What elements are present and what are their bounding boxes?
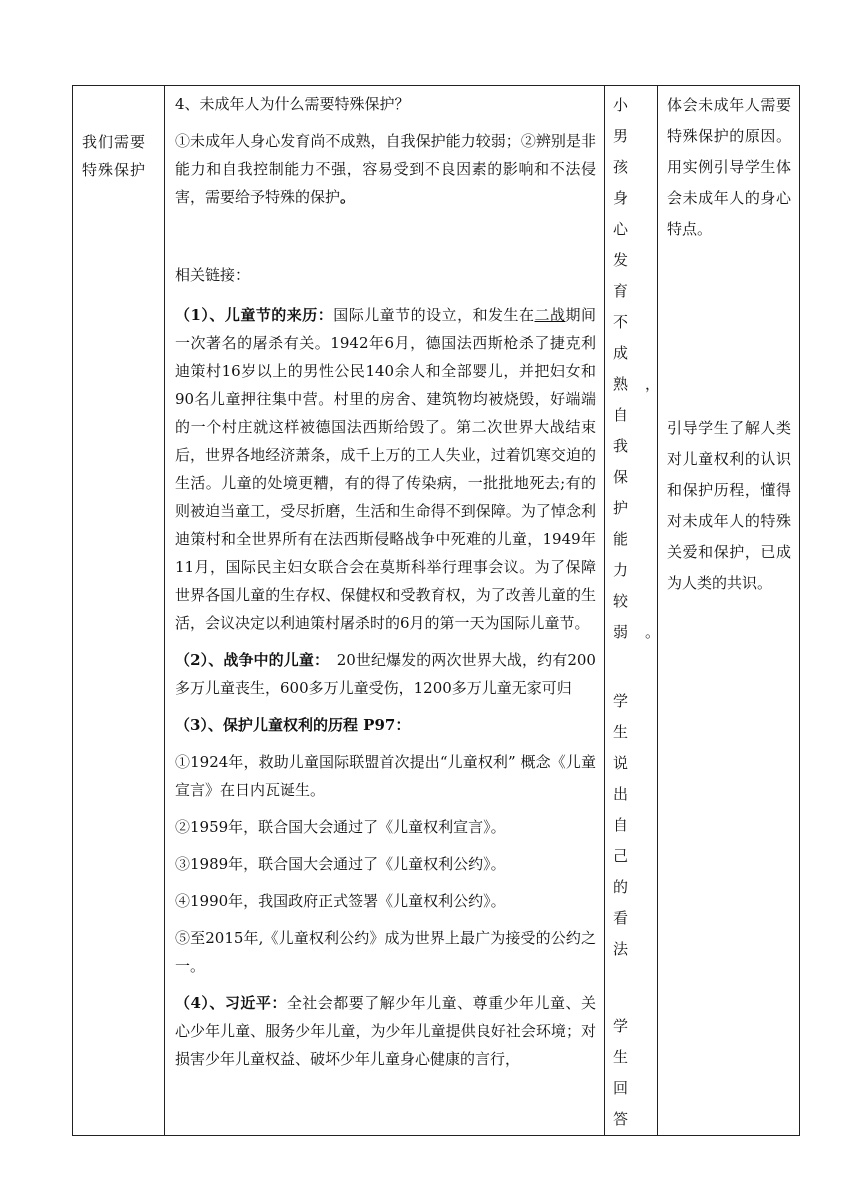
list-item: ④1990年，我国政府正式签署《儿童权利公约》。 [175, 892, 506, 910]
activity-line: 较 [613, 592, 646, 610]
activity-line: 育不 [613, 282, 646, 331]
section-childrens-day [175, 301, 596, 637]
answer-text: ①未成年人身心发育尚不成熟，自我保护能力较弱；②辨别是非能力和自我控制能力不强，容易受到不良因素的影响和不法侵害，需要给予特殊的保护 [175, 132, 596, 206]
activity-line: 回答 [613, 1079, 646, 1128]
content-cell [165, 86, 605, 1136]
question-4: 4、未成年人为什么需要特殊保护？ [175, 95, 410, 113]
design-note-1: 体会未成年人需要特殊保护的原因。用实例引导学生体会未成年人的身心特点。 [667, 96, 791, 238]
section-text: 期间一次著名的屠杀有关。1942年6月，德国法西斯枪杀了捷克利迪策村16岁以上的男性公民140余人和全部婴儿，并把妇女和90名儿童押往集中营。村里的房舍、建筑物均被烧毁，好端端的一个村庄就这样被德国法西斯给毁了。第二次世界大战结束后，世界各地经济萧条，成千上万的工人失业，过着饥寒交迫的生活。儿童的处境更糟，有的得了传染病，一批批地死去;有的则被迫当童工，受尽折磨，生活和生命得不到保障。为了悼念利迪策村和全世界所有在法西斯侵略战争中死难的儿童，1949年11月，国际民主妇女联合会在莫斯科举行理事会议。为了保障世界各国儿童的生存权、保健权和受教育权，为了改善儿童的生活，会议决定以利迪策村屠杀时的6月的第一天为国际儿童节。 [175, 306, 596, 632]
activity-group-b [613, 686, 651, 965]
activity-line: 成 [613, 344, 646, 362]
activity-line: 法 [613, 940, 646, 958]
activity-line: 小男 [613, 96, 646, 145]
table-row [73, 86, 800, 1136]
activity-line: 的看 [613, 878, 646, 927]
section-title: （4）、习近平： [175, 994, 287, 1012]
activity-line: 弱。 [613, 623, 678, 641]
topic-heading-line2: 特殊保护 [82, 161, 147, 179]
activity-line: 自己 [613, 816, 646, 865]
section-text: 国际儿童节的设立，和发生在 [333, 306, 535, 324]
answer-end: 。 [340, 188, 356, 206]
section-text: 20世纪爆发的两次世界大战，约有200多万儿童丧生，600多万儿童受伤，1200多万儿童无家可归 [175, 651, 596, 697]
activity-line: 学生 [613, 692, 646, 741]
section-text: 全社会都要了解少年儿童、尊重少年儿童、关心少年儿童、服务少年儿童，为少年儿童提供良好社会环境；对损害少年儿童权益、破坏少年儿童身心健康的言行， [175, 994, 596, 1068]
underlined-text: 二战 [534, 306, 566, 324]
list-item: ③1989年，联合国大会通过了《儿童权利公约》。 [175, 855, 506, 873]
list-item: ①1924年，救助儿童国际联盟首次提出“儿童权利” 概念《儿童宣言》在日内瓦诞生。 [175, 753, 596, 799]
activity-line: 熟， [613, 375, 678, 393]
student-activity-cell [605, 86, 678, 1136]
activity-line: 自我 [613, 406, 646, 455]
section-title: （1）、儿童节的来历： [175, 306, 334, 324]
design-intent-cell [658, 86, 800, 1136]
section-xi-jinping [175, 989, 596, 1073]
list-item: ⑤至2015年,《儿童权利公约》成为世界上最广为接受的公约之一。 [175, 929, 596, 975]
activity-line: 心发 [613, 220, 646, 269]
lesson-table [72, 85, 800, 1136]
activity-line: 保护 [613, 468, 646, 517]
section-title: （2）、战争中的儿童： [175, 651, 322, 669]
activity-group-c [613, 1011, 651, 1135]
design-note-2: 引导学生了解人类对儿童权利的认识和保护历程，懂得对未成年人的特殊关爱和保护，已成为人类的共识。 [667, 419, 791, 592]
activity-line: 能力 [613, 530, 646, 579]
related-links-label: 相关链接： [175, 266, 251, 284]
section-rights-history-title: （3）、保护儿童权利的历程 P97： [175, 716, 411, 734]
topic-heading-line1: 我们需要 [82, 133, 147, 151]
activity-line: 孩身 [613, 158, 646, 207]
activity-line: 学生 [613, 1017, 646, 1066]
activity-line: 说出 [613, 754, 646, 803]
list-item: ②1959年，联合国大会通过了《儿童权利宣言》。 [175, 818, 506, 836]
section-children-in-war [175, 646, 596, 702]
topic-cell [73, 86, 165, 1136]
question-4-answer [175, 127, 596, 211]
activity-group-a [613, 90, 678, 648]
